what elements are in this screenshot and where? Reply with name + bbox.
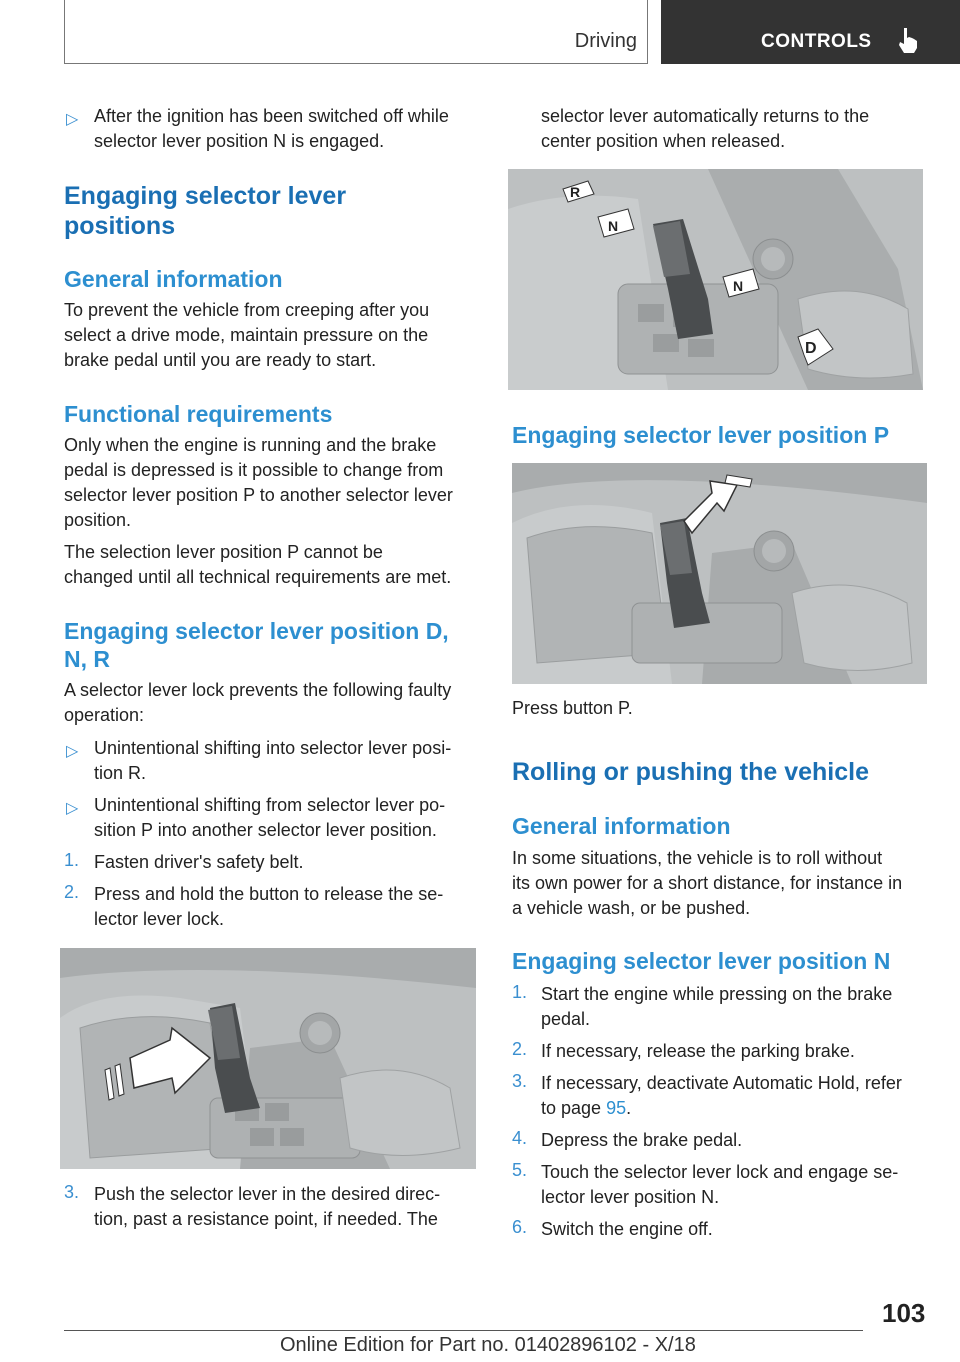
header-chapter-tab [661, 0, 960, 64]
dnr-title-line2: N, R [64, 646, 110, 672]
step-number: 3. [512, 1071, 528, 1091]
step-number: 4. [512, 1128, 528, 1148]
step-number: 5. [512, 1160, 528, 1180]
step-3-line1: Push the selector lever in the desired direc- [94, 1184, 441, 1204]
bullet-marker-icon: ▷ [66, 111, 79, 128]
header-section-box [64, 0, 648, 64]
park-button-figure [512, 463, 927, 684]
functional-req-line1: Only when the engine is running and the brake [64, 435, 437, 455]
bullet-p-line1: Unintentional shifting from selector lever po- [94, 795, 446, 815]
continuation-line1: selector lever automatically returns to the [541, 106, 870, 126]
step-number: 6. [512, 1217, 528, 1237]
gear-label-r: R [570, 184, 581, 200]
rolling-title: Rolling or pushing the vehicle [512, 758, 869, 786]
section-title-line2: positions [64, 212, 176, 240]
bullet-r-line2: tion R. [94, 763, 147, 783]
step-number: 3. [64, 1182, 80, 1202]
n-step-3-line2 [541, 1096, 631, 1121]
bullet-p-line2: sition P into another selector lever position. [94, 820, 437, 840]
position-p-title: Engaging selector lever position P [512, 422, 890, 448]
rolling-info-line1: In some situations, the vehicle is to roll without [512, 848, 883, 868]
functional-req-line4: position. [64, 510, 132, 530]
functional-req-line3: selector lever position P to another selector lever [64, 485, 453, 505]
dnr-title-line1: Engaging selector lever position D, [64, 618, 449, 644]
n-step-3-line1: If necessary, deactivate Automatic Hold, refer [541, 1073, 902, 1093]
step-number: 2. [512, 1039, 528, 1059]
step-2-line1: Press and hold the button to release the se- [94, 884, 444, 904]
selector-positions-figure [508, 169, 923, 390]
page-95-link[interactable]: 95 [606, 1098, 627, 1118]
gear-label-d: D [805, 340, 817, 357]
bullet-r-line1: Unintentional shifting into selector lever posi- [94, 738, 452, 758]
gear-label-n-lower: N [733, 278, 744, 294]
n-step-5-line1: Touch the selector lever lock and engage se- [541, 1162, 899, 1182]
rolling-info-line3: a vehicle wash, or be pushed. [512, 898, 751, 918]
rolling-general-info-title: General information [512, 813, 731, 839]
general-info-line3: brake pedal until you are ready to start. [64, 350, 377, 370]
functional-req2-line1: The selection lever position P cannot be [64, 542, 383, 562]
general-info-line1: To prevent the vehicle from creeping after you [64, 300, 430, 320]
step-number: 2. [64, 882, 80, 902]
continuation-line2: center position when released. [541, 131, 786, 151]
bullet-marker-icon: ▷ [66, 743, 79, 760]
header-chapter-label: CONTROLS [761, 31, 872, 52]
bullet-ignition-off: After the ignition has been switched off while selector lever position N is engaged. [94, 106, 449, 151]
step-number: 1. [64, 850, 80, 870]
general-info-line2: select a drive mode, maintain pressure on the [64, 325, 429, 345]
n-step-4-text: Depress the brake pedal. [541, 1130, 743, 1150]
press-p-text: Press button P. [512, 698, 633, 718]
step-3-line2: tion, past a resistance point, if needed. The [94, 1209, 438, 1229]
functional-req-line2: pedal is depressed is it possible to change from [64, 460, 444, 480]
gear-label-n-upper: N [608, 218, 619, 234]
functional-req2-line2: changed until all technical requirements are met. [64, 567, 452, 587]
n-step-2-text: If necessary, release the parking brake. [541, 1041, 855, 1061]
header-section-label: Driving [574, 30, 637, 52]
section-title-line1: Engaging selector lever [64, 182, 347, 210]
position-n-title: Engaging selector lever position N [512, 948, 891, 974]
n-step-1-line1: Start the engine while pressing on the brake [541, 984, 893, 1004]
n-step-3-prefix: to page [541, 1098, 607, 1118]
selector-lever-lock-figure [60, 948, 476, 1169]
dnr-text-line2: operation: [64, 705, 145, 725]
footer-divider [64, 1330, 863, 1331]
dnr-text-line1: A selector lever lock prevents the following faulty [64, 680, 452, 700]
step-2-line2: lector lever lock. [94, 909, 225, 929]
bullet-marker-icon: ▷ [66, 800, 79, 817]
general-info-title: General information [64, 266, 283, 292]
n-step-3-suffix: . [626, 1098, 632, 1118]
step-1-text: Fasten driver's safety belt. [94, 852, 304, 872]
footer-edition: Online Edition for Part no. 01402896102 - X/18 [280, 1334, 696, 1356]
page-number: 103 [882, 1298, 926, 1328]
n-step-5-line2: lector lever position N. [541, 1187, 720, 1207]
step-number: 1. [512, 982, 528, 1002]
n-step-6-text: Switch the engine off. [541, 1219, 713, 1239]
n-step-1-line2: pedal. [541, 1009, 591, 1029]
functional-req-title: Functional requirements [64, 401, 333, 427]
pointing-hand-icon [896, 26, 920, 59]
rolling-info-line2: its own power for a short distance, for instance in [512, 873, 903, 893]
